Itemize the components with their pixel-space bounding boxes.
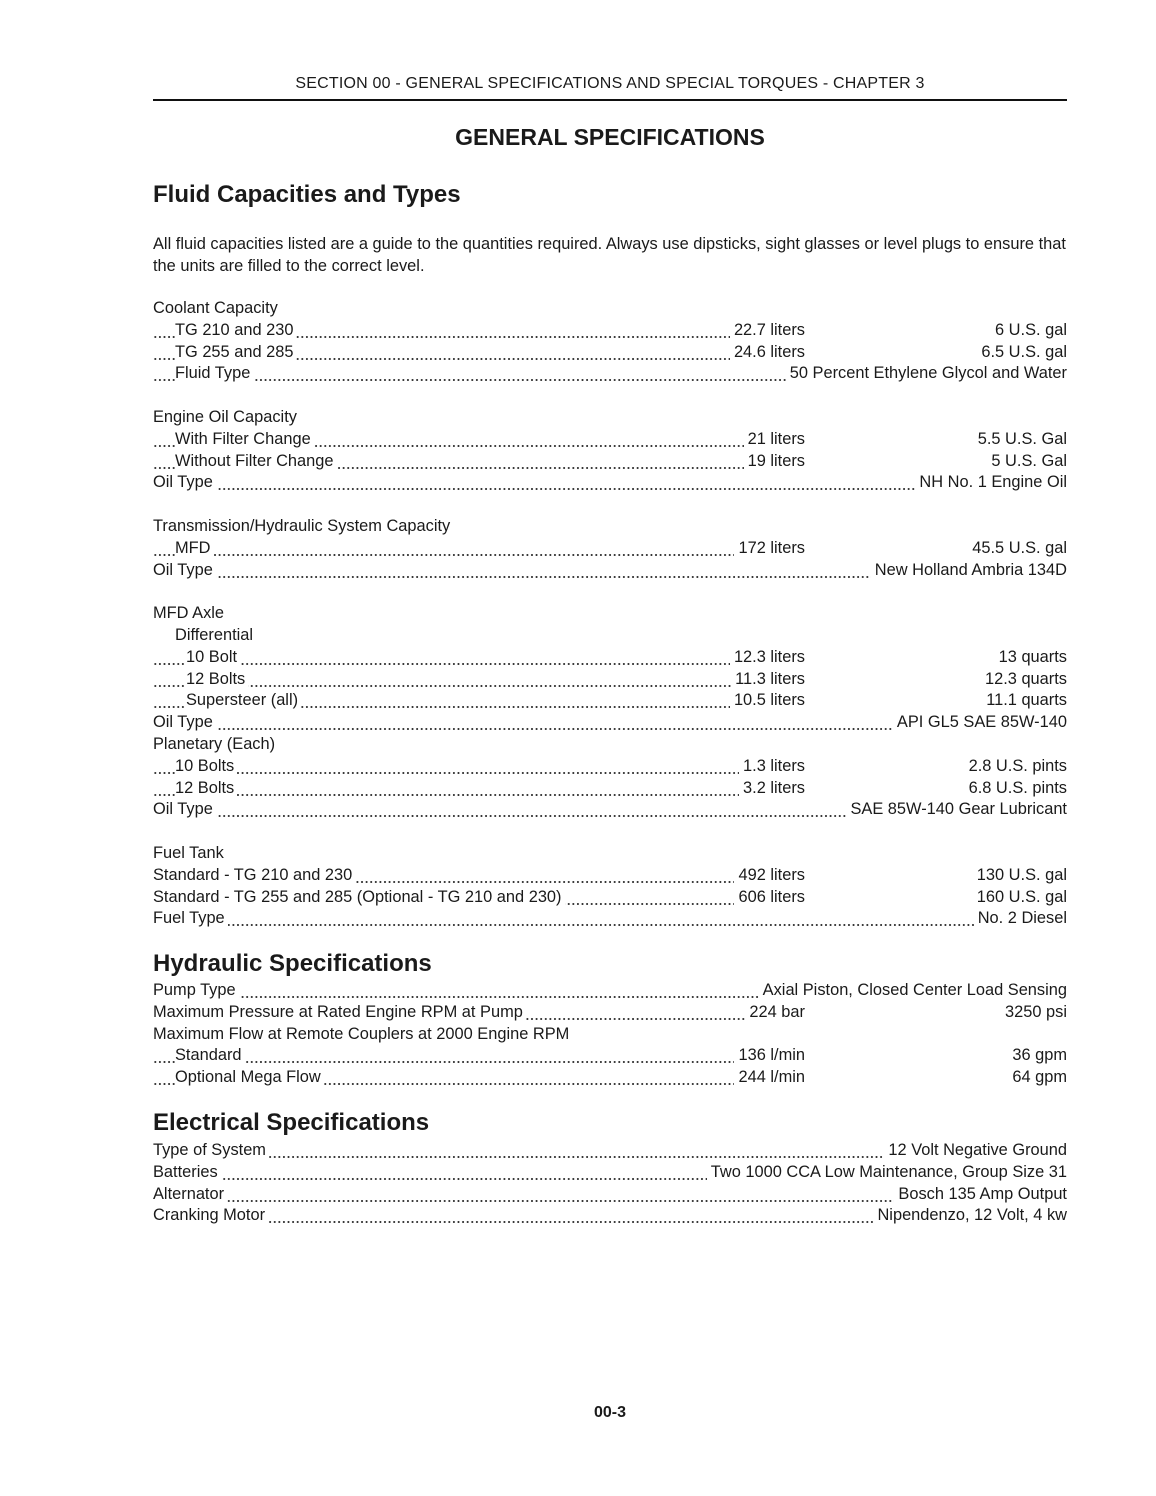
spec-row: Oil Type NH No. 1 Engine Oil bbox=[153, 472, 1067, 494]
section-heading-electrical: Electrical Specifications bbox=[153, 1109, 430, 1136]
spec-row: Batteries Two 1000 CCA Low Maintenance, Group Size 31 bbox=[153, 1162, 1067, 1184]
spec-row: With Filter Change 21 liters 5.5 U.S. Gal bbox=[153, 429, 1067, 451]
spec-row: Oil Type SAE 85W-140 Gear Lubricant bbox=[153, 799, 1067, 821]
spec-row: Alternator Bosch 135 Amp Output bbox=[153, 1184, 1067, 1206]
spec-row: Supersteer (all) 10.5 liters 11.1 quarts bbox=[153, 690, 1067, 712]
spec-row: 12 Bolts 11.3 liters 12.3 quarts bbox=[153, 669, 1067, 691]
spec-row: TG 255 and 285 24.6 liters 6.5 U.S. gal bbox=[153, 342, 1067, 364]
spec-row: Standard 136 l/min 36 gpm bbox=[153, 1045, 1067, 1067]
group-heading: Engine Oil Capacity bbox=[153, 407, 1067, 429]
intro-paragraph: All fluid capacities listed are a guide to the quantities required. Always use dipsticks, sight glasses or level plugs to ensure that the units are filled to the correct level. bbox=[153, 235, 1066, 275]
spec-row: 10 Bolt 12.3 liters 13 quarts bbox=[153, 647, 1067, 669]
spec-row: Oil Type API GL5 SAE 85W-140 bbox=[153, 712, 1067, 734]
section-heading-fluid: Fluid Capacities and Types bbox=[153, 181, 461, 208]
group-heading: Maximum Flow at Remote Couplers at 2000 Engine RPM bbox=[153, 1024, 1067, 1046]
page-number: 00-3 bbox=[593, 1404, 627, 1421]
spec-row: Cranking Motor Nipendenzo, 12 Volt, 4 kw bbox=[153, 1205, 1067, 1227]
spec-row: Standard - TG 255 and 285 (Optional - TG 210 and 230) 606 liters 160 U.S. gal bbox=[153, 887, 1067, 909]
spec-row: MFD 172 liters 45.5 U.S. gal bbox=[153, 538, 1067, 560]
spec-row: Fluid Type 50 Percent Ethylene Glycol and Water bbox=[153, 363, 1067, 385]
spec-row: Optional Mega Flow 244 l/min 64 gpm bbox=[153, 1067, 1067, 1089]
page-title: GENERAL SPECIFICATIONS bbox=[455, 124, 765, 150]
spec-row: Maximum Pressure at Rated Engine RPM at Pump 224 bar 3250 psi bbox=[153, 1002, 1067, 1024]
spec-row: Type of System 12 Volt Negative Ground bbox=[153, 1140, 1067, 1162]
group-heading: Fuel Tank bbox=[153, 843, 1067, 865]
spec-row: 12 Bolts 3.2 liters 6.8 U.S. pints bbox=[153, 778, 1067, 800]
spec-row: Without Filter Change 19 liters 5 U.S. Gal bbox=[153, 451, 1067, 473]
group-heading: Coolant Capacity bbox=[153, 298, 1067, 320]
hydraulic-specs bbox=[153, 980, 1067, 1089]
electrical-specs bbox=[153, 1140, 1067, 1227]
fluid-specs bbox=[153, 298, 1067, 930]
subgroup-heading: Planetary (Each) bbox=[153, 734, 1067, 756]
spec-row: Standard - TG 210 and 230 492 liters 130 U.S. gal bbox=[153, 865, 1067, 887]
spec-row: Pump Type Axial Piston, Closed Center Load Sensing bbox=[153, 980, 1067, 1002]
spec-row: TG 210 and 230 22.7 liters 6 U.S. gal bbox=[153, 320, 1067, 342]
spec-row: Fuel Type No. 2 Diesel bbox=[153, 908, 1067, 930]
section-heading-hydraulic: Hydraulic Specifications bbox=[153, 950, 432, 977]
group-heading: Transmission/Hydraulic System Capacity bbox=[153, 516, 1067, 538]
spec-row: Oil Type New Holland Ambria 134D bbox=[153, 560, 1067, 582]
subgroup-heading: Differential bbox=[153, 625, 1067, 647]
spec-row: 10 Bolts 1.3 liters 2.8 U.S. pints bbox=[153, 756, 1067, 778]
group-heading: MFD Axle bbox=[153, 603, 1067, 625]
running-header: SECTION 00 - GENERAL SPECIFICATIONS AND SPECIAL TORQUES - CHAPTER 3 bbox=[153, 75, 1067, 101]
